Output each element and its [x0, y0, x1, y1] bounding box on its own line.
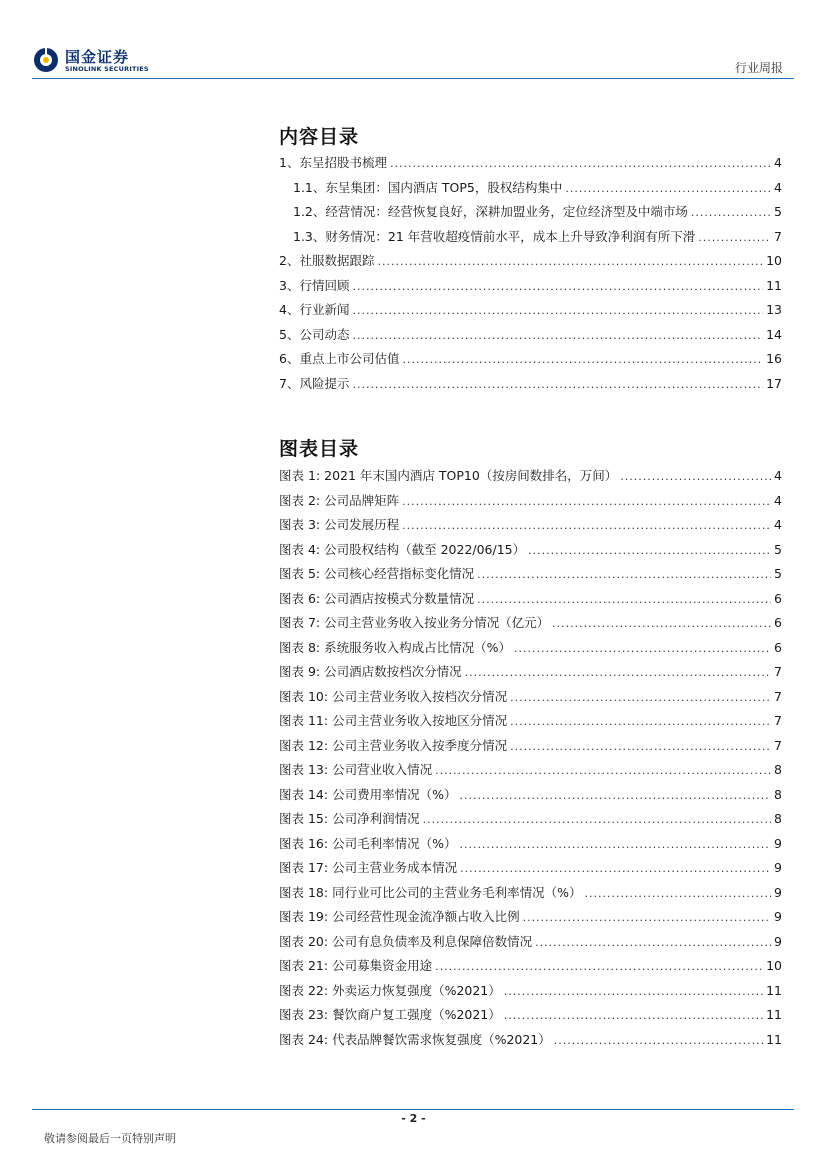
- figure-item[interactable]: 图表 3: 公司发展历程 ..... 4: [279, 515, 782, 540]
- figure-item[interactable]: 图表 16: 公司毛利率情况（%） ..... 9: [279, 834, 782, 859]
- toc-item[interactable]: 1.3、财务情况：21 年营收超疫情前水平，成本上升导致净利润有所下滑 ..... 7: [279, 227, 782, 252]
- figure-item[interactable]: 图表 24: 代表品牌餐饮需求恢复强度（%2021） ..... 11: [279, 1030, 782, 1055]
- figure-item[interactable]: 图表 8: 系统服务收入构成占比情况（%） ..... 6: [279, 638, 782, 663]
- figure-item[interactable]: 图表 5: 公司核心经营指标变化情况 ..... 5: [279, 564, 782, 589]
- toc-item[interactable]: 7、风险提示 ..... 17: [279, 374, 782, 399]
- toc-item[interactable]: 1、东呈招股书梳理 ..... 4: [279, 153, 782, 178]
- page-header: [0, 0, 827, 80]
- footer-divider: [32, 1109, 794, 1110]
- figure-item[interactable]: 图表 21: 公司募集资金用途 ..... 10: [279, 956, 782, 981]
- figure-item[interactable]: 图表 4: 公司股权结构（截至 2022/06/15） ..... 5: [279, 540, 782, 565]
- toc-item[interactable]: 1.2、经营情况：经营恢复良好，深耕加盟业务，定位经济型及中端市场 ..... 5: [279, 202, 782, 227]
- figure-item[interactable]: 图表 20: 公司有息负债率及利息保障倍数情况 ..... 9: [279, 932, 782, 957]
- toc-item[interactable]: 5、公司动态 ..... 14: [279, 325, 782, 350]
- toc-list: [279, 153, 782, 398]
- figures-title: 图表目录: [279, 438, 360, 460]
- figure-item[interactable]: 图表 19: 公司经营性现金流净额占收入比例 ..... 9: [279, 907, 782, 932]
- toc-item[interactable]: 1.1、东呈集团：国内酒店 TOP5，股权结构集中 ..... 4: [279, 178, 782, 203]
- toc-item[interactable]: 3、行情回顾 ..... 11: [279, 276, 782, 301]
- header-divider: [32, 78, 794, 79]
- figure-item[interactable]: 图表 17: 公司主营业务成本情况 ..... 9: [279, 858, 782, 883]
- figure-item[interactable]: 图表 9: 公司酒店数按档次分情况 ..... 7: [279, 662, 782, 687]
- figure-item[interactable]: 图表 15: 公司净利润情况 ..... 8: [279, 809, 782, 834]
- disclaimer-note: 敬请参阅最后一页特别声明: [44, 1132, 176, 1145]
- report-type: 行业周报: [734, 61, 783, 75]
- figure-item[interactable]: 图表 14: 公司费用率情况（%） ..... 8: [279, 785, 782, 810]
- figure-item[interactable]: 图表 7: 公司主营业务收入按业务分情况（亿元） ..... 6: [279, 613, 782, 638]
- figure-item[interactable]: 图表 22: 外卖运力恢复强度（%2021） ..... 11: [279, 981, 782, 1006]
- figure-item[interactable]: 图表 10: 公司主营业务收入按档次分情况 ..... 7: [279, 687, 782, 712]
- figure-item[interactable]: 图表 23: 餐饮商户复工强度（%2021） ..... 11: [279, 1005, 782, 1030]
- toc-item[interactable]: 2、社服数据跟踪 ..... 10: [279, 251, 782, 276]
- page-number: - 2 -: [401, 1112, 426, 1125]
- figure-item[interactable]: 图表 2: 公司品牌矩阵 ..... 4: [279, 491, 782, 516]
- figures-list: [279, 466, 782, 1054]
- figure-item[interactable]: 图表 1: 2021 年末国内酒店 TOP10（按房间数排名，万间） ..... 4: [279, 466, 782, 491]
- toc-item[interactable]: 6、重点上市公司估值 ..... 16: [279, 349, 782, 374]
- toc-title: 内容目录: [279, 126, 360, 148]
- figure-item[interactable]: 图表 6: 公司酒店按模式分数量情况 ..... 6: [279, 589, 782, 614]
- figure-item[interactable]: 图表 13: 公司营业收入情况 ..... 8: [279, 760, 782, 785]
- figure-item[interactable]: 图表 11: 公司主营业务收入按地区分情况 ..... 7: [279, 711, 782, 736]
- figure-item[interactable]: 图表 12: 公司主营业务收入按季度分情况 ..... 7: [279, 736, 782, 761]
- logo-english-name: SINOLINK SECURITIES: [65, 65, 149, 73]
- figure-item[interactable]: 图表 18: 同行业可比公司的主营业务毛利率情况（%） ..... 9: [279, 883, 782, 908]
- logo-chinese-name: 国金证券: [65, 48, 130, 66]
- company-logo: [32, 46, 152, 76]
- toc-item[interactable]: 4、行业新闻 ..... 13: [279, 300, 782, 325]
- logo-mark-icon: [32, 46, 60, 74]
